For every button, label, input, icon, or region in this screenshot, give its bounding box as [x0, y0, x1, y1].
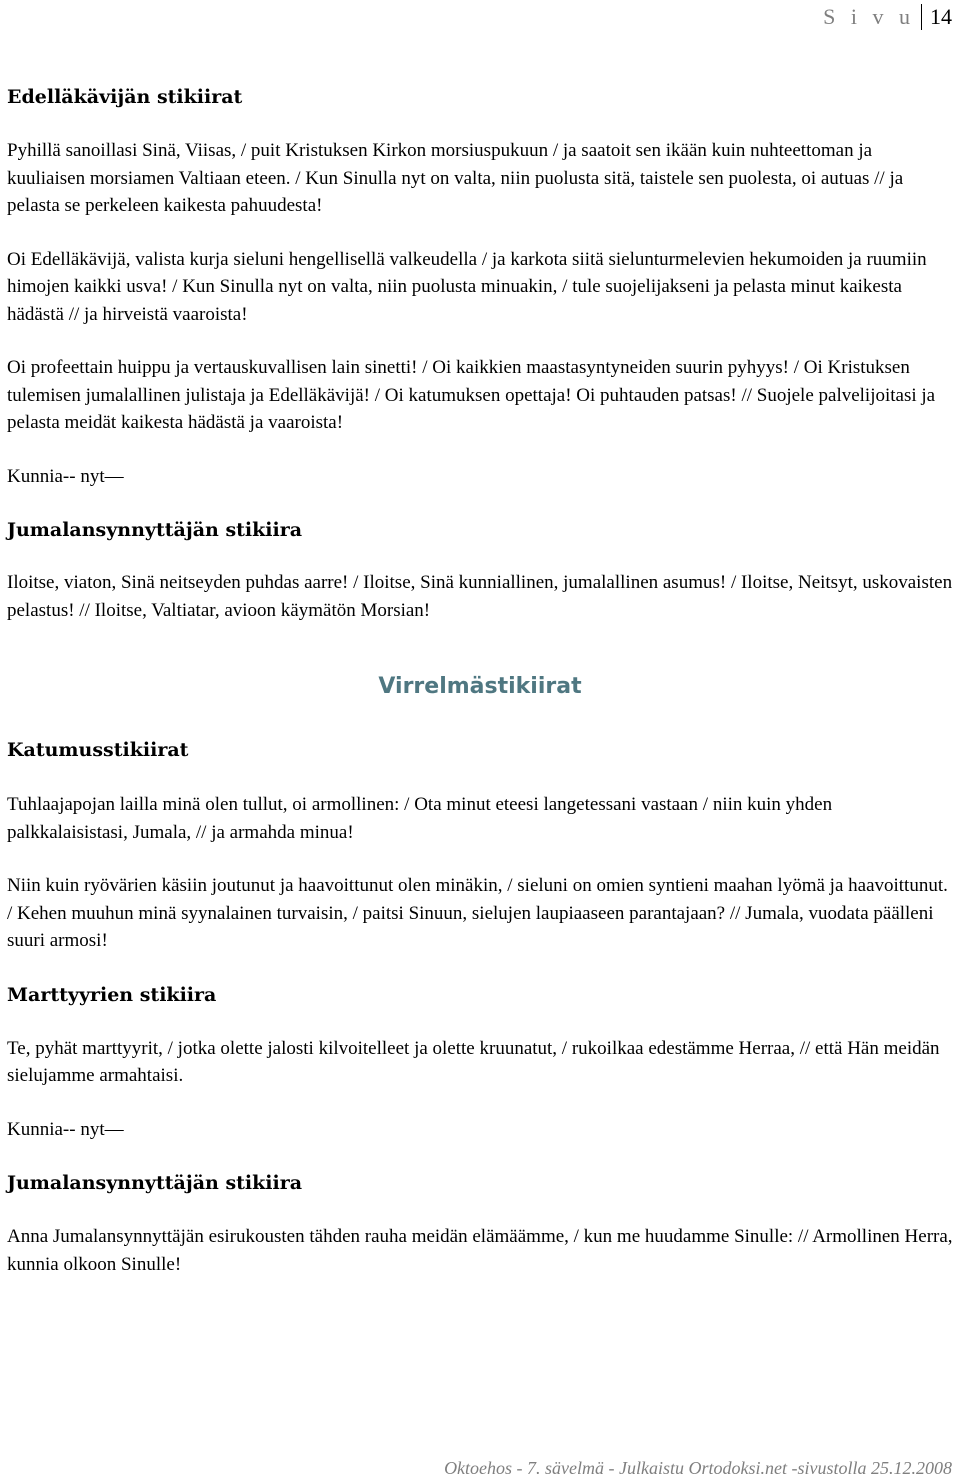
paragraph: Iloitse, viaton, Sinä neitseyden puhdas aarre! / Iloitse, Sinä kunniallinen, jumalallinen asumus! / Iloitse, Neitsyt, uskovaisten pelastus! // Iloitse, Valtiatar, avioon käymätön Morsian!	[7, 572, 953, 621]
paragraph: Pyhillä sanoillasi Sinä, Viisas, / puit Kristuksen Kirkon morsiuspukuun / ja saatoit sen ikään kuin nuhteettoman ja kuuliaisen morsiamen Valtiaan eteen. / Kun Sinulla nyt on valta, niin puolusta sitä, taistele sen puolesta, oi autuas // ja pelasta se perkeleen kaikesta pahuudesta!	[7, 140, 904, 216]
paragraph: Oi Edelläkävijä, valista kurja sieluni hengellisellä valkeudella / ja karkota siitä sielunturmelevien hekumoiden ja ruumiin himojen kaikki usva! / Kun Sinulla nyt on valta, niin puolusta minuakin, / tule suojelijakseni ja pelasta minut kaikesta hädästä // ja hirveistä vaaroista!	[7, 248, 927, 325]
page-number: 14	[921, 4, 952, 30]
paragraph: Te, pyhät marttyyrit, / jotka olette jalosti kilvoitelleet ja olette kruunatut, / rukoilkaa edestämme Herraa, // että Hän meidän sielujamme armahtaisi.	[7, 1037, 940, 1086]
paragraph: Niin kuin ryövärien käsiin joutunut ja haavoittunut olen minäkin, / sieluni on omien syntieni maahan lyömä ja haavoittunut. / Kehen muuhun minä syynalainen turvaisin, / paitsi Sinuun, sielujen laupiaaseen parantajaan? // Jumala, vuodata päälleni suuri armosi!	[7, 875, 948, 951]
paragraph: Tuhlaajapojan lailla minä olen tullut, oi armollinen: / Ota minut eteesi langetessani vastaan / niin kuin yhden palkkalaisistasi, Jumala, // ja armahda minua!	[7, 794, 833, 843]
page-label: S i v u	[823, 4, 915, 29]
section-heading-jumalansynnyttaja: Jumalansynnyttäjän stikiira	[7, 1172, 303, 1194]
page-header	[823, 2, 952, 32]
paragraph: Anna Jumalansynnyttäjän esirukousten tähden rauha meidän elämäämme, / kun me huudamme Sinulle: // Armollinen Herra, kunnia olkoon Sinulle!	[7, 1226, 953, 1275]
section-title: Virrelmästikiirat	[378, 674, 582, 699]
paragraph-kunnia: Kunnia-- nyt—	[7, 1118, 124, 1140]
section-heading-edellakavija: Edelläkävijän stikiirat	[7, 86, 243, 108]
paragraph-kunnia: Kunnia-- nyt—	[7, 465, 124, 487]
section-heading-katumus: Katumusstikiirat	[7, 739, 189, 761]
document-content	[7, 80, 953, 1278]
section-heading-marttyyrit: Marttyyrien stikiira	[7, 983, 217, 1006]
paragraph: Oi profeettain huippu ja vertauskuvallisen lain sinetti! / Oi kaikkien maastasyntyneiden suurin pyhyys! / Oi Kristuksen tulemisen jumalallinen julistaja ja Edelläkävijä! / Oi katumuksen opettaja! Oi puhtauden patsas! // Suojele palvelijoitasi ja pelasta meidät kaikesta hädästä ja vaaroista!	[7, 357, 936, 433]
page-footer: Oktoehos - 7. sävelmä - Julkaistu Ortodoksi.net -sivustolla 25.12.2008	[444, 1458, 952, 1478]
section-heading-jumalansynnyttaja: Jumalansynnyttäjän stikiira	[7, 519, 303, 541]
